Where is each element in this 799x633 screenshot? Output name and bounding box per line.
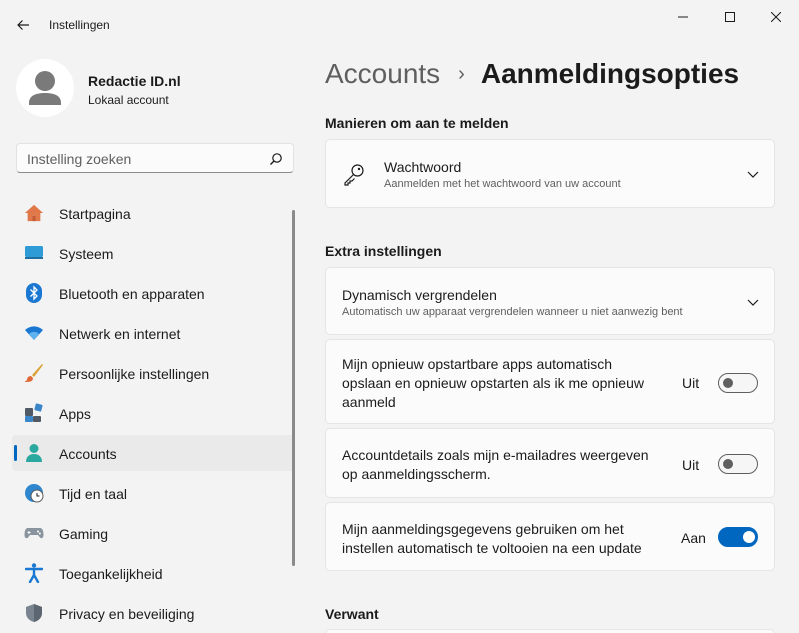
sidebar-item-label: Toegankelijkheid [59,566,163,582]
minimize-icon [678,12,688,22]
selection-indicator [14,445,17,461]
use-sign-in-info-toggle[interactable] [718,527,758,547]
sidebar-nav [12,195,294,633]
apps-icon [24,403,44,423]
sidebar-item-tijd[interactable] [12,475,294,511]
dynamic-lock-title: Dynamisch vergrendelen [342,287,497,303]
sidebar-item-toegankelijkheid[interactable] [12,555,294,591]
sidebar-item-bluetooth[interactable] [12,275,294,311]
close-icon [771,12,781,22]
section-title-sign-in: Manieren om aan te melden [325,115,509,131]
use-sign-in-info-text [342,520,642,558]
chevron-down-icon[interactable] [746,295,760,309]
restart-apps-toggle[interactable] [718,373,758,393]
section-title-extra: Extra instellingen [325,243,442,259]
password-card[interactable] [325,139,775,208]
monitor-icon [24,243,44,263]
sidebar-item-accounts[interactable] [12,435,294,471]
sidebar-item-label: Tijd en taal [59,486,127,502]
sidebar-item-label: Bluetooth en apparaten [59,286,205,302]
arrow-left-icon [16,18,30,32]
clock-globe-icon [24,483,44,503]
password-title: Wachtwoord [384,159,462,175]
sidebar-item-label: Systeem [59,246,114,262]
search-icon[interactable] [269,152,283,166]
breadcrumb-parent[interactable]: Accounts [325,58,441,89]
sidebar-item-label: Persoonlijke instellingen [59,366,210,382]
sidebar-item-label: Accounts [59,446,117,462]
account-details-line: Accountdetails zoals mijn e-mailadres weergeven [342,447,649,463]
restart-apps-state: Uit [682,375,700,391]
sidebar-item-persoonlijk[interactable] [12,355,294,391]
use-sign-in-info-line: instellen automatisch te voltooien na een update [342,540,642,556]
sidebar-item-label: Apps [59,406,91,422]
sidebar-item-systeem[interactable] [12,235,294,271]
sidebar-item-label: Startpagina [59,206,131,222]
search-box[interactable] [16,143,294,173]
password-description: Aanmelden met het wachtwoord van uw account [384,178,621,190]
sidebar-item-label: Netwerk en internet [59,326,181,342]
key-icon [342,162,366,186]
bluetooth-icon [24,283,44,303]
sidebar-item-startpagina[interactable] [12,195,294,231]
maximize-icon [725,12,735,22]
sidebar-item-apps[interactable] [12,395,294,431]
brush-icon [24,363,44,383]
title-bar [0,0,799,48]
account-details-toggle[interactable] [718,454,758,474]
gamepad-icon [24,523,44,543]
sidebar-item-netwerk[interactable] [12,315,294,351]
account-details-card [325,428,775,498]
section-title-related: Verwant [325,606,379,622]
app-title: Instellingen [49,18,110,32]
person-icon [24,443,44,463]
profile-name: Redactie ID.nl [88,73,181,89]
toggle-knob [723,378,733,388]
related-card[interactable] [325,629,775,633]
avatar[interactable] [16,59,74,117]
sidebar-scrollbar[interactable] [292,210,295,566]
use-sign-in-info-card [325,502,775,571]
dynamic-lock-card[interactable] [325,267,775,335]
account-details-line: op aanmeldingsscherm. [342,466,491,482]
chevron-down-icon[interactable] [746,167,760,181]
sidebar-item-privacy[interactable] [12,595,294,631]
toggle-knob [723,459,733,469]
minimize-button[interactable] [660,4,706,30]
account-details-text [342,446,649,484]
use-sign-in-info-state: Aan [681,530,706,546]
accessibility-icon [24,563,44,583]
profile-account-type: Lokaal account [88,93,169,107]
breadcrumb-separator: › [458,63,465,85]
wifi-icon [24,323,44,343]
breadcrumb [325,58,739,98]
restart-apps-card [325,339,775,424]
account-details-state: Uit [682,457,700,473]
use-sign-in-info-line: Mijn aanmeldingsgegevens gebruiken om het [342,521,624,537]
person-silhouette-icon [16,59,74,117]
toggle-knob [743,531,755,543]
close-button[interactable] [753,4,799,30]
dynamic-lock-description: Automatisch uw apparaat vergrendelen wanneer u niet aanwezig bent [342,306,683,318]
restart-apps-line: opslaan en opnieuw opstarten als ik me opnieuw [342,375,644,391]
page-title: Aanmeldingsopties [480,58,740,89]
sidebar-item-gaming[interactable] [12,515,294,551]
back-button[interactable] [10,12,36,38]
restart-apps-line: Mijn opnieuw opstartbare apps automatisch [342,356,613,372]
home-icon [24,203,44,223]
search-input[interactable]: Instelling zoeken [27,151,132,167]
restart-apps-line: aanmeld [342,394,396,410]
sidebar-item-label: Privacy en beveiliging [59,606,195,622]
restart-apps-text [342,355,644,412]
maximize-button[interactable] [707,4,753,30]
sidebar-item-label: Gaming [59,526,109,542]
shield-icon [24,603,44,623]
